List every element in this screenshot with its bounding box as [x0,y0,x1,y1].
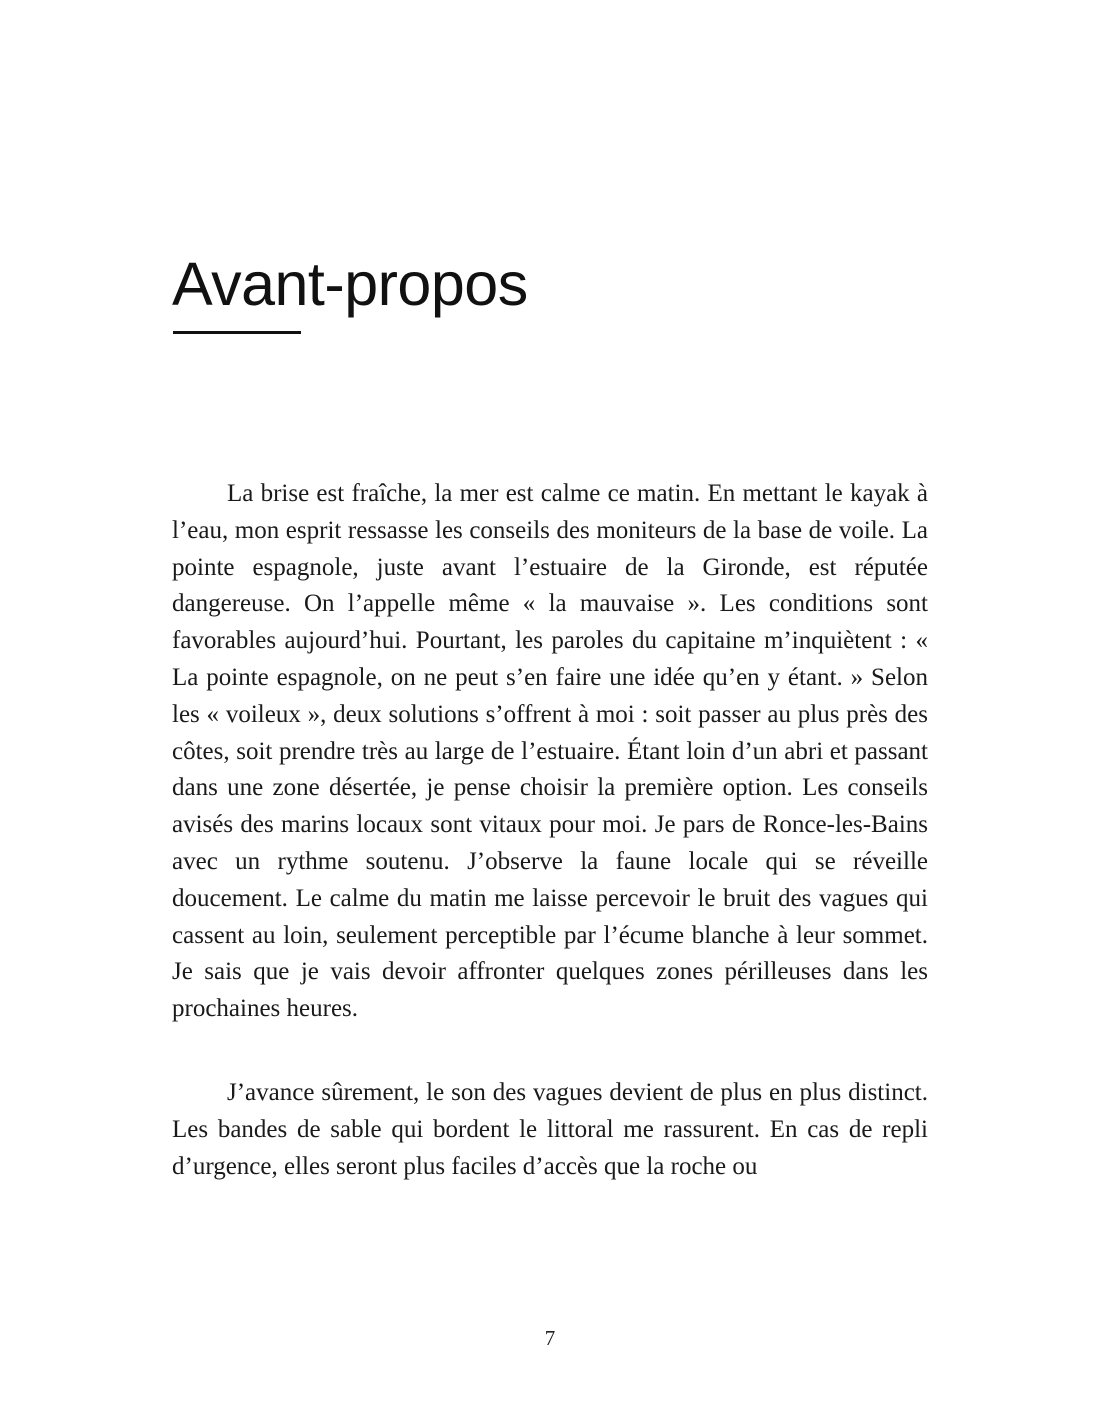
paragraph: La brise est fraîche, la mer est calme ce matin. En mettant le kayak à l’eau, mon esprit ressasse les conseils des moniteurs de la base de voile. La pointe espagnole, juste avant l’estuaire de la Gironde, est réputée dangereuse. On l’appelle même « la mauvaise ». Les conditions sont favorables aujourd’hui. Pourtant, les paroles du capitaine m’inquiètent : « La pointe espagnole, on ne peut s’en faire une idée qu’en y étant. » Selon les « voileux », deux solutions s’offrent à moi : soit passer au plus près des côtes, soit prendre très au large de l’estuaire. Étant loin d’un abri et passant dans une zone désertée, je pense choisir la première option. Les conseils avisés des marins locaux sont vitaux pour moi. Je pars de Ronce-les-Bains avec un rythme soutenu. J’observe la faune locale qui se réveille doucement. Le calme du matin me laisse percevoir le bruit des vagues qui cassent au loin, seulement perceptible par l’écume blanche à leur sommet. Je sais que je vais devoir affronter quelques zones périlleuses dans les prochaines heures. [172,480,928,1023]
page-number: 7 [544,1326,556,1350]
paragraph: J’avance sûrement, le son des vagues devient de plus en plus distinct. Les bandes de sable qui bordent le littoral me rassurent. En cas de repli d’urgence, elles seront plus faciles d’accès que la roche ou [172,1078,928,1180]
chapter-title: Avant-propos [172,250,528,318]
title-underline-rule [173,331,301,334]
body-text [172,476,928,1185]
